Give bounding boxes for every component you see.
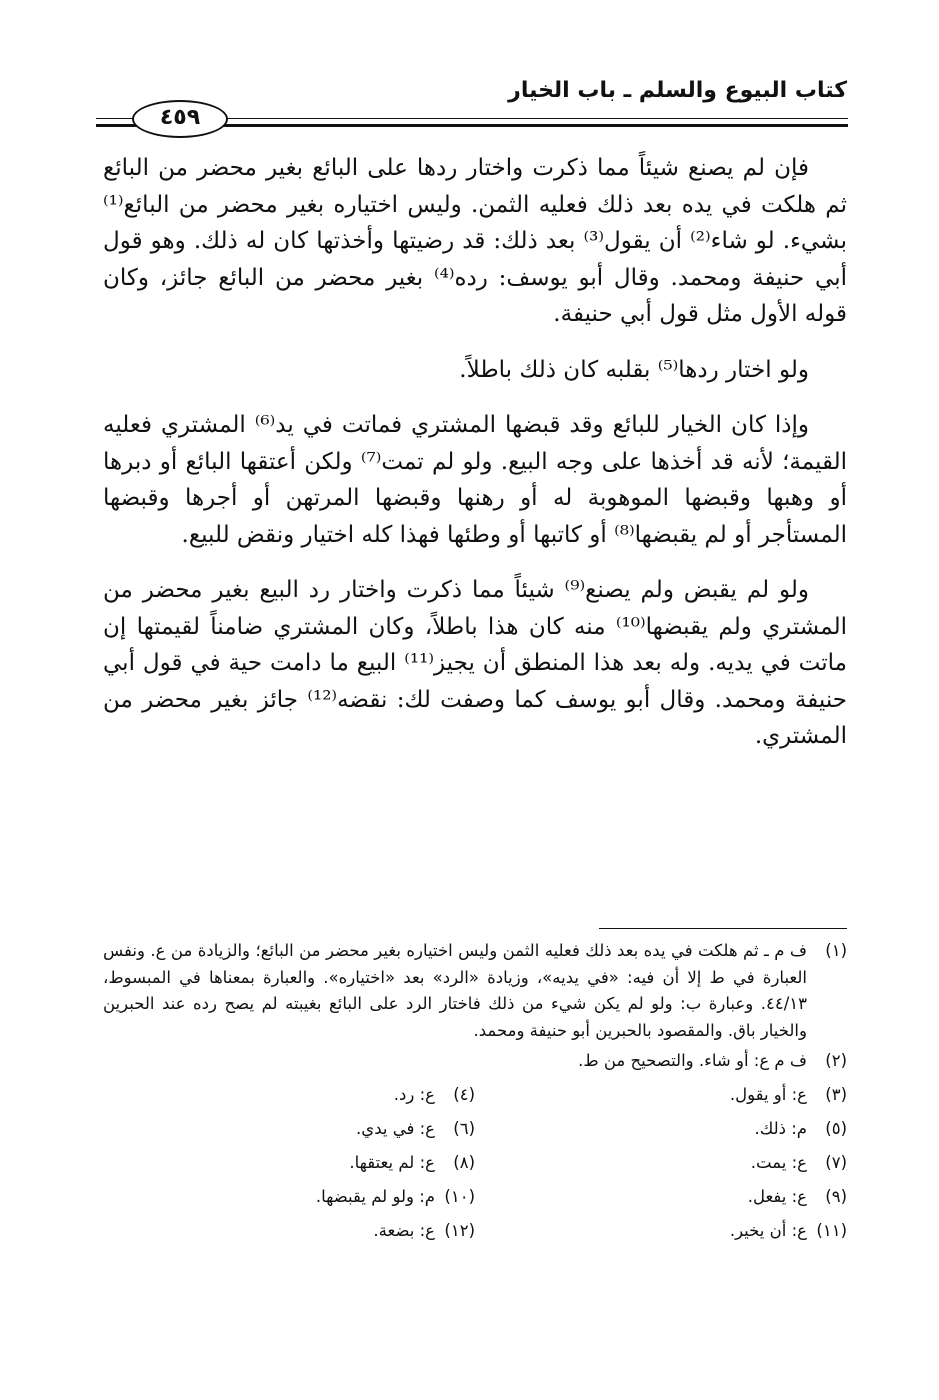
- footnote-text: م: ولو لم يقبضها.: [315, 1187, 435, 1207]
- footnote: [103, 1218, 475, 1245]
- footnote-text: ع: بضعة.: [373, 1221, 435, 1241]
- paragraph: فإن لم يصنع شيئاً مما ذكرت واختار ردها على البائع بغير محضر من البائع ثم هلكت في يده بعد ذلك فعليه الثمن. وليس اختياره بغير محضر من البائع⁽¹⁾ بشيء. لو شاء⁽²⁾ أن يقول⁽³⁾ بعد ذلك: قد رضيتها وأخذتها كان له ذلك. وهو قول أبي حنيفة ومحمد. وقال أبو يوسف: رده⁽⁴⁾ بغير محضر من البائع جائز، وكان قوله الأول مثل قول أبي حنيفة.: [103, 155, 847, 327]
- footnote-number: (٢): [825, 1051, 847, 1070]
- footnote-number: (٤): [453, 1085, 475, 1105]
- paragraph: ولو لم يقبض ولم يصنع⁽⁹⁾ شيئاً مما ذكرت واختار رد البيع بغير محضر من المشتري ولم يقبضها⁽¹⁰⁾ منه كان هذا باطلاً، وكان المشتري ضامناً لقيمتها إن ماتت في يديه. وله بعد هذا المنطق أن يجيز⁽¹¹⁾ البيع ما دامت حية في قول أبي حنيفة ومحمد. وقال أبو يوسف كما وصفت لك: نقضه⁽¹²⁾ جائز بغير محضر من المشتري.: [103, 577, 847, 749]
- footnote-text: ع: رد.: [393, 1085, 435, 1105]
- footnote-number: (١١): [816, 1221, 847, 1241]
- footnote-row: [103, 1147, 847, 1181]
- footnote-row: [103, 1079, 847, 1113]
- footnote-number: (٦): [453, 1119, 475, 1139]
- footnote: [475, 1184, 847, 1211]
- paragraph: ولو اختار ردها⁽⁵⁾ بقلبه كان ذلك باطلاً.: [459, 356, 809, 383]
- footnote-text: ع: أن يخير.: [729, 1221, 807, 1241]
- footnote-text: ف م ع: أو شاء. والتصحيح من ط.: [578, 1051, 807, 1070]
- footnote: [103, 938, 847, 1044]
- footnote: [103, 1048, 847, 1075]
- main-text: [103, 150, 847, 774]
- footnote-text: ع: أو يقول.: [729, 1085, 807, 1105]
- paragraph: وإذا كان الخيار للبائع وقد قبضها المشتري فماتت في يد⁽⁶⁾ المشتري فعليه القيمة؛ لأنه قد أخذها على وجه البيع. ولو لم تمت⁽⁷⁾ ولكن أعتقها البائع أو دبرها أو وهبها وقبضها الموهوبة له أو رهنها وقبضها المرتهن أو أجرها وقبضها المستأجر أو لم يقبضها⁽⁸⁾ أو كاتبها أو وطئها فهذا كله اختيار ونقض للبيع.: [103, 412, 847, 548]
- footnote-text: م: ذلك.: [754, 1119, 807, 1139]
- footnote-number: (١): [825, 941, 847, 960]
- footnote-text: ف م ـ ثم هلكت في يده بعد ذلك فعليه الثمن وليس اختياره بغير محضر من البائع؛ والزيادة من ع. ونفس العبارة في ط إلا أن فيه: «في يديه»، وزيادة «الرد» بعد «اختياره». والعبارة بمعناها في المبسوط، ٤٤/١٣. وعبارة ب: ولو لم يكن شيء من ذلك فاختار الرد على البائع بغيبته لم يصح رده عند الحبرين والخيار باق. والمقصود بالحبرين أبو حنيفة ومحمد.: [103, 941, 807, 1040]
- footnote: [475, 1150, 847, 1177]
- footnote-number: (٨): [453, 1153, 475, 1173]
- footnote: [103, 1082, 475, 1109]
- footnote-text: ع: لم يعتقها.: [349, 1153, 435, 1173]
- footnote: [475, 1082, 847, 1109]
- footnote-number: (٧): [825, 1153, 847, 1173]
- footnote: [103, 1184, 475, 1211]
- footnotes: [103, 938, 847, 1249]
- footnote-number: (١٢): [444, 1221, 475, 1241]
- footnote-row: [103, 1181, 847, 1215]
- footnote-text: ع: يمت.: [750, 1153, 807, 1173]
- running-title: كتاب البيوع والسلم ـ باب الخيار: [508, 78, 847, 103]
- footnote-number: (٥): [825, 1119, 847, 1139]
- footnote-separator: [599, 928, 847, 929]
- footnote: [475, 1116, 847, 1143]
- footnote: [103, 1116, 475, 1143]
- footnote-number: (٣): [825, 1085, 847, 1105]
- page-number: ٤٥٩: [132, 100, 228, 138]
- footnote-text: ع: يفعل.: [747, 1187, 807, 1207]
- footnote-row: [103, 1113, 847, 1147]
- footnote-row: [103, 1215, 847, 1249]
- footnote: [475, 1218, 847, 1245]
- footnote-text: ع: في يدي.: [356, 1119, 435, 1139]
- footnote-number: (٩): [825, 1187, 847, 1207]
- footnote-number: (١٠): [444, 1187, 475, 1207]
- footnote: [103, 1150, 475, 1177]
